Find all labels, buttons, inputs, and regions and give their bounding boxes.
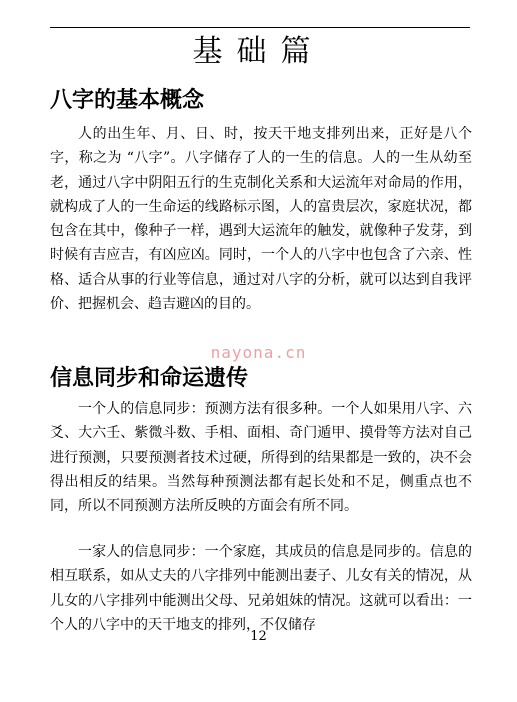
paragraph-family-sync: 一家人的信息同步：一个家庭，其成员的信息是同步的。信息的相互联系，如从丈夫的八字排列中能测出妻子、儿女有关的情况，从儿女的八字排列中能测出父母、兄弟姐妹的情况。这就可以看出：一个人的八字中的天干地支的排列，不仅储存 xyxy=(50,544,472,633)
paragraph-basic-concept: 人的出生年、月、日、时，按天干地支排列出来，正好是八个字，称之为 “八字”。八字储存了人的一生的信息。人的一生从幼至老，通过八字中阴阳五行的生克制化关系和大运流年对命局的作用，就构成了人的一生命运的线路标示图，人的富贵层次，家庭状况，都包含在其中，像种子一样，遇到大运流年的触发，就像种子发芽，到时候有吉应吉，有凶应凶。同时，一个人的八字中也包含了六亲、性格、适合从事的行业等信息，通过对八字的分析，就可以达到自我评价、把握机会、趋吉避凶的目的。 xyxy=(50,126,472,313)
watermark-text: nayona.cn xyxy=(210,343,307,362)
section-heading-info-sync: 信息同步和命运遗传 xyxy=(50,366,249,391)
section-heading-basic-concept: 八字的基本概念 xyxy=(50,88,205,113)
paragraph-personal-sync: 一个人的信息同步：预测方法有很多种。一个人如果用八字、六爻、大六壬、紫微斗数、手相、面相、奇门遁甲、摸骨等方法对自己进行预测，只要预测者技术过硬，所得到的结果都是一致的，决不会得出相反的结果。当然每种预测法都有起长处和不足，侧重点也不同，所以不同预测方法所反映的方面会有所不同。 xyxy=(50,401,472,515)
chapter-title: 基础篇 xyxy=(192,34,325,69)
top-rule xyxy=(50,27,470,28)
page-number: 12 xyxy=(250,629,267,644)
